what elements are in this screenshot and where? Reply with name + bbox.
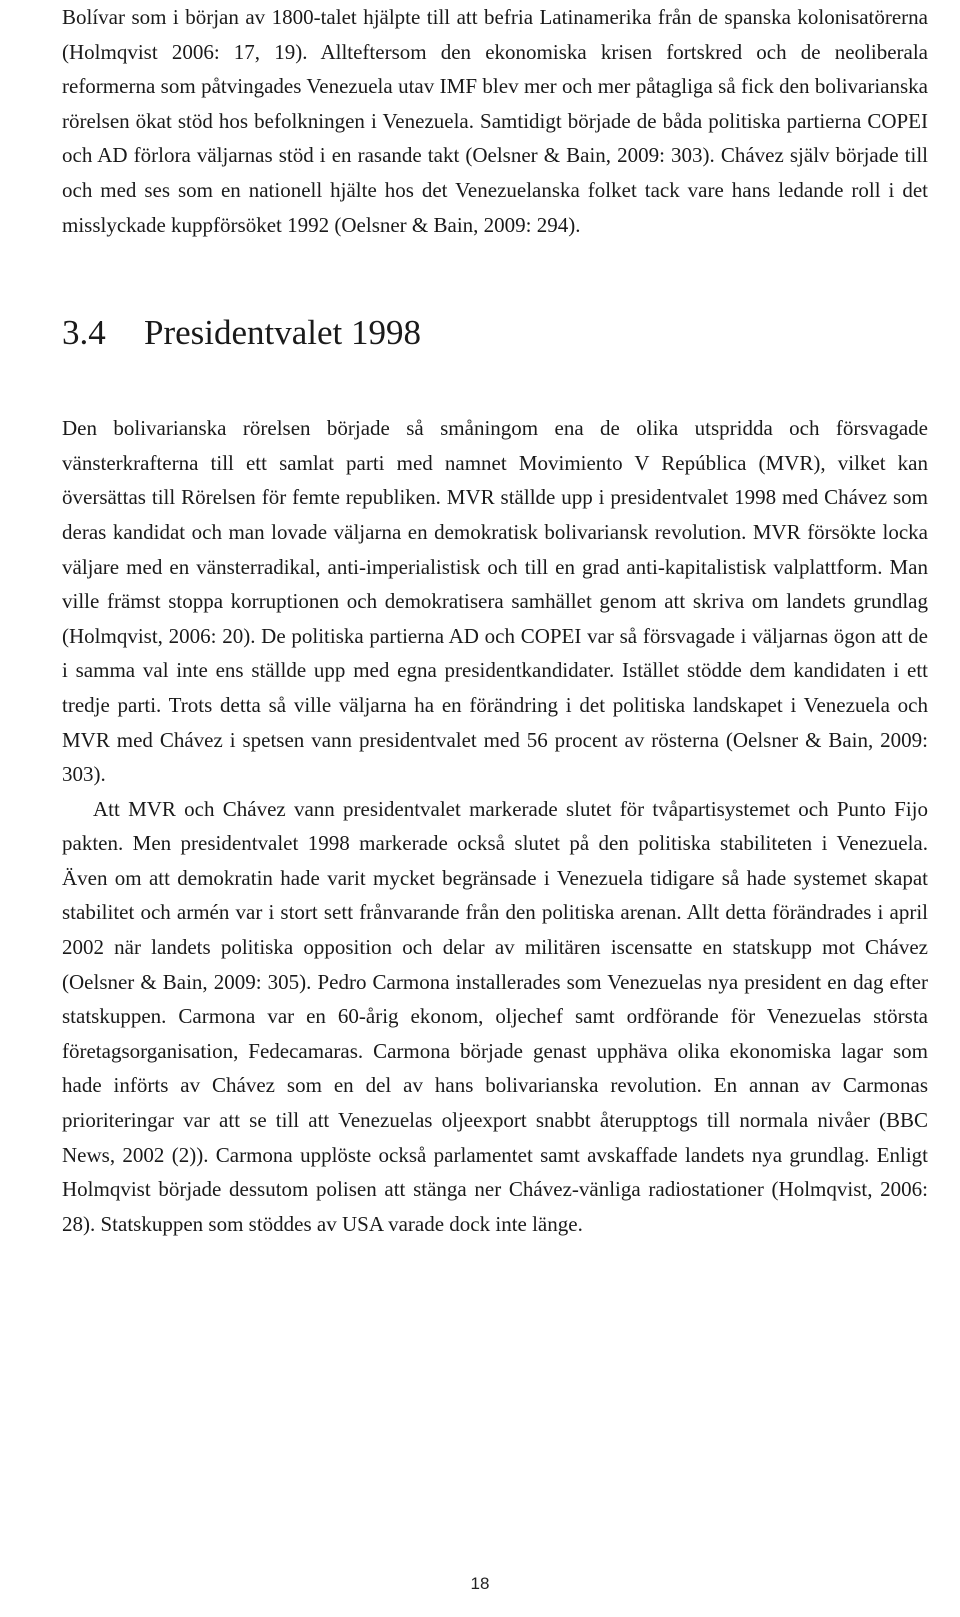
paragraph-coup: Att MVR och Chávez vann presidentvalet markerade slutet för tvåpartisystemet och Punto Fijo pakten. Men presidentvalet 1998 markerade också slutet på den politiska stabiliteten i Venezuela. Även om att demokratin hade varit mycket begränsade i Venezuela tidigare så hade systemet skapat stabilitet och armén var i stort sett frånvarande från den politiska arenan. Allt detta förändrades i april 2002 när landets politiska opposition och delar av militären iscensatte en statskupp mot Chávez (Oelsner & Bain, 2009: 305). Pedro Carmona installerades som Venezuelas nya president en dag efter statskuppen. Carmona var en 60-årig ekonom, oljechef samt ordförande för Venezuelas största företagsorganisation, Fedecamaras. Carmona började genast upphäva olika ekonomiska lagar som hade införts av Chávez som en del av hans bolivarianska revolution. En annan av Carmonas prioriteringar var att se till att Venezuelas oljeexport snabbt återupptogs till normala nivåer (BBC News, 2002 (2)). Carmona upplöste också parlamentet samt avskaffade landets nya grundlag. Enligt Holmqvist började dessutom polisen att stänga ner Chávez-vänliga radiostationer (Holmqvist, 2006: 28). Statskuppen som stöddes av USA varade dock inte länge.	[62, 796, 928, 1236]
page-number: 18	[470, 1574, 490, 1593]
paragraph-mvr: Den bolivarianska rörelsen började så småningom ena de olika utspridda och försvagade vänsterkrafterna till ett samlat parti med namnet Movimiento V República (MVR), vilket kan översättas till Rörelsen för femte republiken. MVR ställde upp i presidentvalet 1998 med Chávez som deras kandidat och man lovade väljarna en demokratisk bolivariansk revolution. MVR försökte locka väljare med en vänsterradikal, anti-imperialistisk och till en grad anti-kapitalistisk valplattform. Man ville främst stoppa korruptionen och demokratisera samhället genom att skriva om landets grundlag (Holmqvist, 2006: 20). De politiska partierna AD och COPEI var så försvagade i väljarnas ögon att de i samma val inte ens ställde upp med egna presidentkandidater. Istället stödde dem kandidaten i ett tredje parti. Trots detta så ville väljarna ha en förändring i det politiska landskapet i Venezuela och MVR med Chávez i spetsen vann presidentvalet med 56 procent av rösterna (Oelsner & Bain, 2009: 303).	[62, 416, 928, 787]
section-heading	[62, 302, 928, 364]
section-number: 3.4	[62, 313, 106, 353]
paragraph-bolivar: Bolívar som i början av 1800-talet hjälpte till att befria Latinamerika från de spanska kolonisatörerna (Holmqvist 2006: 17, 19). Allteftersom den ekonomiska krisen fortskred och de neoliberala reformerna som påtvingades Venezuela utav IMF blev mer och mer påtagliga så fick den bolivarianska rörelsen ökat stöd hos befolkningen i Venezuela. Samtidigt började de båda politiska partierna COPEI och AD förlora väljarnas stöd i en rasande takt (Oelsner & Bain, 2009: 303). Chávez själv började till och med ses som en nationell hjälte hos det Venezuelanska folket tack vare hans ledande roll i det misslyckade kuppförsöket 1992 (Oelsner & Bain, 2009: 294).	[62, 5, 928, 237]
document-page	[62, 0, 928, 1241]
section-title: Presidentvalet 1998	[144, 313, 422, 353]
